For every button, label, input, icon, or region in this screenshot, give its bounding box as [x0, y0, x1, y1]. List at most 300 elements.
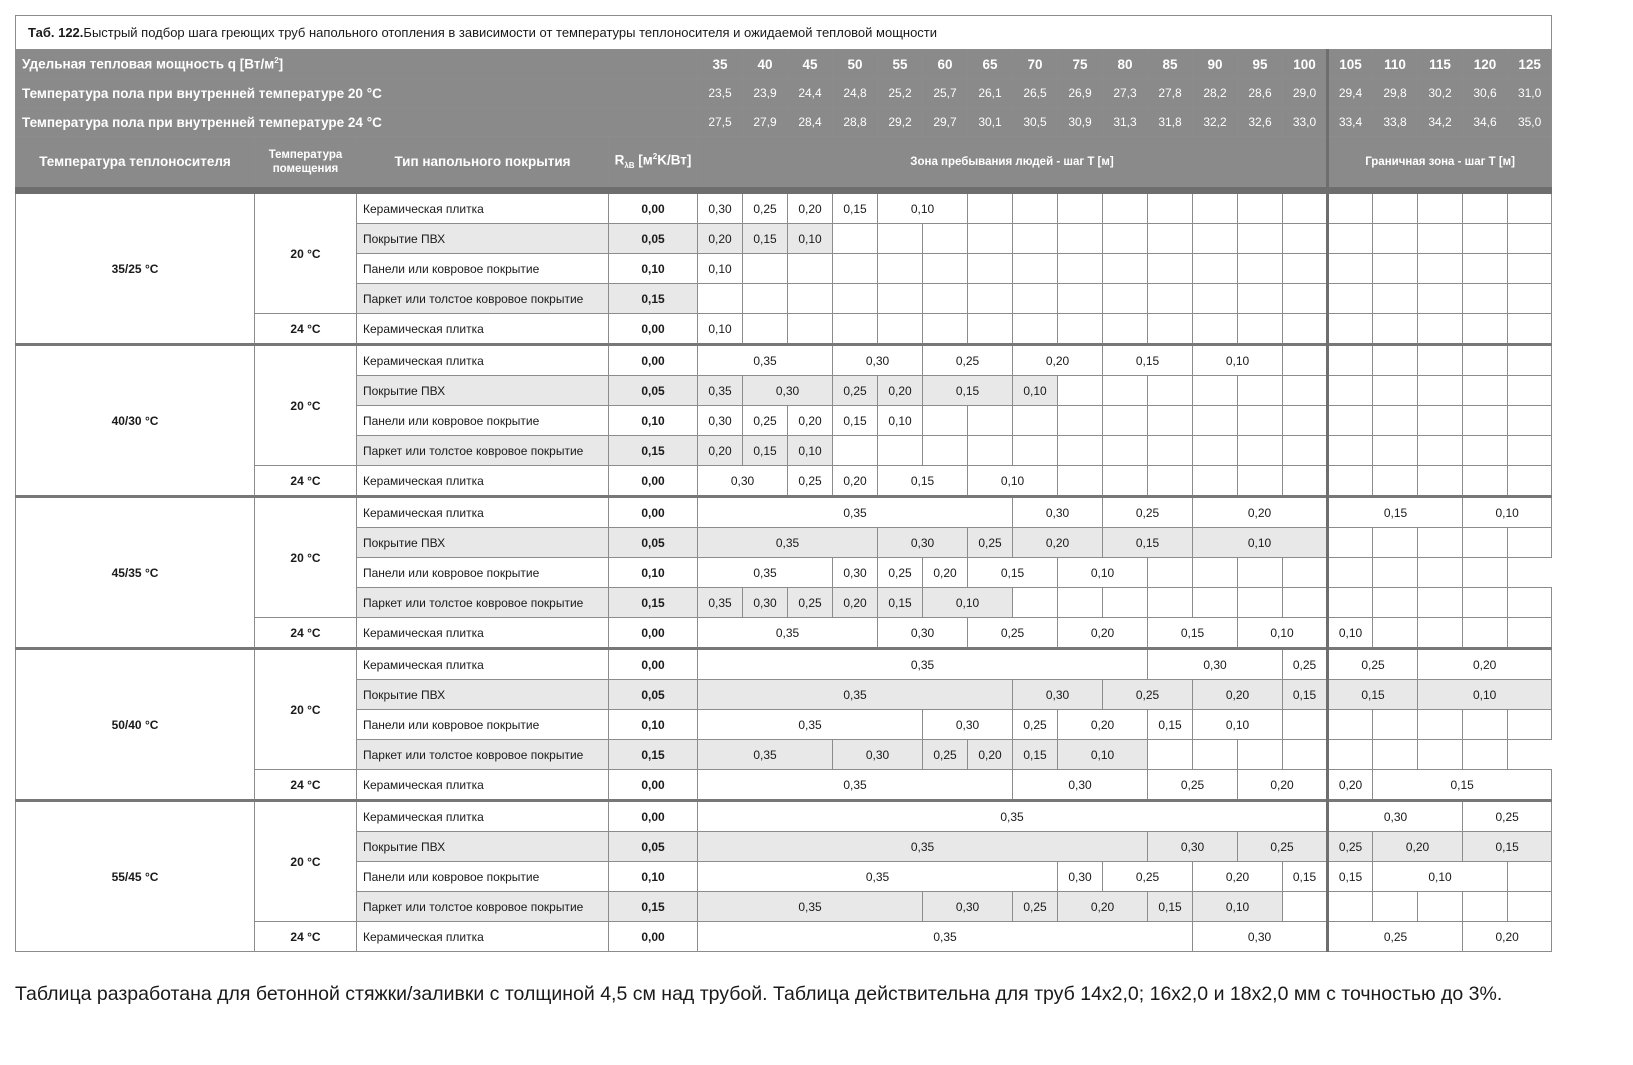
empty-cell	[1193, 588, 1238, 618]
empty-cell	[1238, 588, 1283, 618]
empty-cell	[1103, 376, 1148, 406]
empty-cell	[743, 254, 788, 284]
covering-type: Керамическая плитка	[357, 345, 609, 376]
carrier-temp: 45/35 °C	[16, 497, 255, 649]
floor-temp-24-value: 32,2	[1193, 108, 1238, 137]
empty-cell	[968, 254, 1013, 284]
empty-cell	[1418, 284, 1463, 314]
pipe-spacing-value: 0,25	[923, 345, 1013, 376]
floor-temp-20-value: 25,2	[878, 79, 923, 108]
power-value: 90	[1193, 50, 1238, 79]
empty-cell	[1373, 345, 1418, 376]
empty-cell	[1283, 224, 1328, 254]
empty-cell	[1373, 284, 1418, 314]
empty-cell	[1418, 345, 1463, 376]
covering-type: Паркет или толстое ковровое покрытие	[357, 740, 609, 770]
floor-temp-24-value: 29,7	[923, 108, 968, 137]
empty-cell	[1283, 710, 1328, 740]
empty-cell	[1463, 618, 1508, 649]
empty-cell	[1418, 254, 1463, 284]
pipe-spacing-value: 0,20	[833, 466, 878, 497]
pipe-spacing-value: 0,10	[788, 224, 833, 254]
covering-header: Тип напольного покрытия	[357, 137, 609, 187]
pipe-spacing-value: 0,35	[698, 770, 1013, 801]
pipe-spacing-value: 0,25	[1013, 892, 1058, 922]
room-temp: 24 °C	[255, 618, 357, 649]
empty-cell	[1058, 376, 1103, 406]
thermal-resistance: 0,05	[609, 224, 698, 254]
empty-cell	[878, 224, 923, 254]
pipe-spacing-value: 0,20	[788, 194, 833, 224]
power-value: 105	[1328, 50, 1373, 79]
empty-cell	[878, 284, 923, 314]
pipe-spacing-value: 0,15	[1283, 862, 1328, 892]
empty-cell	[1148, 406, 1193, 436]
empty-cell	[1283, 345, 1328, 376]
pipe-spacing-value: 0,10	[968, 466, 1058, 497]
pipe-spacing-value: 0,30	[1148, 649, 1283, 680]
power-label: Удельная тепловая мощность q $[Вт/м^2]$	[16, 50, 698, 79]
empty-cell	[1148, 558, 1193, 588]
empty-cell	[1373, 406, 1418, 436]
covering-type: Керамическая плитка	[357, 314, 609, 345]
pipe-spacing-value: 0,10	[923, 588, 1013, 618]
pipe-spacing-value: 0,35	[698, 376, 743, 406]
pipe-spacing-value: 0,10	[1328, 618, 1373, 649]
empty-cell	[1418, 376, 1463, 406]
table-row	[16, 345, 1552, 376]
pipe-spacing-value: 0,25	[968, 528, 1013, 558]
empty-cell	[1508, 618, 1552, 649]
floor-temp-20-value: 27,8	[1148, 79, 1193, 108]
empty-cell	[1193, 314, 1238, 345]
empty-cell	[1328, 254, 1373, 284]
table-title: Быстрый подбор шага греющих труб напольного отопления в зависимости от температуры теплоносителя и ожидаемой тепловой мощности	[83, 25, 938, 40]
power-value: 45	[788, 50, 833, 79]
empty-cell	[1238, 436, 1283, 466]
empty-cell	[968, 314, 1013, 345]
pipe-spacing-value: 0,35	[698, 862, 1058, 892]
empty-cell	[1373, 314, 1418, 345]
room-temp: 20 °C	[255, 801, 357, 922]
thermal-resistance: 0,10	[609, 406, 698, 436]
floor-temp-24-value: 27,5	[698, 108, 743, 137]
empty-cell	[1463, 740, 1508, 770]
floor-temp-24-value: 30,9	[1058, 108, 1103, 137]
floor-temp-20-value: 29,8	[1373, 79, 1418, 108]
power-value: 55	[878, 50, 923, 79]
empty-cell	[1148, 314, 1193, 345]
empty-cell	[923, 406, 968, 436]
pipe-spacing-value: 0,15	[1013, 740, 1058, 770]
pipe-spacing-value: 0,25	[833, 376, 878, 406]
pipe-spacing-value: 0,30	[1328, 801, 1463, 832]
floor-temp-24-value: 32,6	[1238, 108, 1283, 137]
empty-cell	[1328, 314, 1373, 345]
covering-type: Панели или ковровое покрытие	[357, 710, 609, 740]
pipe-spacing-value: 0,20	[1013, 345, 1103, 376]
empty-cell	[1328, 194, 1373, 224]
pipe-spacing-value: 0,25	[1103, 497, 1193, 528]
floor-temp-24-value: 29,2	[878, 108, 923, 137]
empty-cell	[1058, 254, 1103, 284]
empty-cell	[1013, 194, 1058, 224]
power-value: 80	[1103, 50, 1148, 79]
floor-temp-20-value: 28,6	[1238, 79, 1283, 108]
pipe-spacing-value: 0,30	[743, 376, 833, 406]
power-value: 70	[1013, 50, 1058, 79]
empty-cell	[1238, 224, 1283, 254]
empty-cell	[1418, 588, 1463, 618]
empty-cell	[1103, 254, 1148, 284]
empty-cell	[1193, 558, 1238, 588]
pipe-spacing-value: 0,20	[1193, 497, 1328, 528]
pipe-spacing-value: 0,10	[878, 194, 968, 224]
pipe-spacing-value: 0,30	[878, 618, 968, 649]
floor-temp-20-value: 27,3	[1103, 79, 1148, 108]
empty-cell	[1238, 284, 1283, 314]
pipe-spacing-value: 0,25	[743, 406, 788, 436]
empty-cell	[1283, 466, 1328, 497]
pipe-spacing-value: 0,25	[788, 466, 833, 497]
empty-cell	[1328, 376, 1373, 406]
pipe-spacing-value: 0,10	[1193, 345, 1283, 376]
pipe-spacing-value: 0,30	[878, 528, 968, 558]
floor-temp-24-value: 35,0	[1508, 108, 1552, 137]
pipe-spacing-value: 0,30	[1148, 832, 1238, 862]
empty-cell	[1508, 710, 1552, 740]
pipe-spacing-value: 0,35	[698, 528, 878, 558]
pipe-spacing-value: 0,25	[1328, 832, 1373, 862]
covering-type: Керамическая плитка	[357, 466, 609, 497]
room-temp: 20 °C	[255, 345, 357, 466]
empty-cell	[788, 254, 833, 284]
pipe-spacing-value: 0,15	[1328, 497, 1463, 528]
empty-cell	[1013, 406, 1058, 436]
empty-cell	[1193, 284, 1238, 314]
empty-cell	[1418, 618, 1463, 649]
covering-type: Панели или ковровое покрытие	[357, 254, 609, 284]
covering-type: Керамическая плитка	[357, 497, 609, 528]
empty-cell	[1373, 436, 1418, 466]
empty-cell	[1103, 194, 1148, 224]
power-row	[16, 50, 1552, 79]
room-temp: 24 °C	[255, 314, 357, 345]
pipe-spacing-value: 0,20	[1418, 649, 1552, 680]
covering-type: Керамическая плитка	[357, 618, 609, 649]
empty-cell	[1328, 436, 1373, 466]
covering-type: Керамическая плитка	[357, 922, 609, 952]
empty-cell	[1508, 194, 1552, 224]
pipe-spacing-value: 0,15	[1148, 710, 1193, 740]
empty-cell	[1058, 314, 1103, 345]
pipe-spacing-value: 0,20	[698, 436, 743, 466]
floor-temp-24-value: 31,8	[1148, 108, 1193, 137]
floor-temp-20-value: 26,5	[1013, 79, 1058, 108]
footnote: Таблица разработана для бетонной стяжки/заливки с толщиной 4,5 см над трубой. Таблица действительна для труб 14х2,0; 16х2,0 и 18х2,0 мм с точностью до 3%.	[15, 983, 1503, 1005]
room-temp: 20 °C	[255, 497, 357, 618]
pipe-spacing-value: 0,30	[833, 345, 923, 376]
border-zone-header: Граничная зона - шаг Т [м]	[1328, 137, 1552, 187]
empty-cell	[968, 436, 1013, 466]
pipe-spacing-value: 0,20	[788, 406, 833, 436]
empty-cell	[1058, 466, 1103, 497]
pipe-spacing-value: 0,30	[833, 740, 923, 770]
floor-temp-24-value: 33,8	[1373, 108, 1418, 137]
pipe-spacing-value: 0,25	[1013, 710, 1058, 740]
empty-cell	[1148, 376, 1193, 406]
pipe-spacing-value: 0,25	[1283, 649, 1328, 680]
floor-temp-20-value: 24,8	[833, 79, 878, 108]
pipe-spacing-value: 0,30	[923, 892, 1013, 922]
empty-cell	[1463, 224, 1508, 254]
thermal-resistance: 0,10	[609, 254, 698, 284]
empty-cell	[1238, 376, 1283, 406]
thermal-resistance: 0,05	[609, 528, 698, 558]
empty-cell	[1013, 588, 1058, 618]
pipe-spacing-value: 0,35	[698, 345, 833, 376]
pipe-spacing-value: 0,30	[698, 194, 743, 224]
empty-cell	[1418, 194, 1463, 224]
pipe-spacing-value: 0,20	[698, 224, 743, 254]
empty-cell	[1418, 740, 1463, 770]
empty-cell	[1373, 892, 1418, 922]
pipe-spacing-value: 0,35	[698, 680, 1013, 710]
empty-cell	[1418, 892, 1463, 922]
empty-cell	[1238, 466, 1283, 497]
pipe-spacing-value: 0,35	[698, 497, 1013, 528]
empty-cell	[1193, 254, 1238, 284]
pipe-spacing-value: 0,35	[698, 740, 833, 770]
power-value: 95	[1238, 50, 1283, 79]
pipe-spacing-value: 0,35	[698, 618, 878, 649]
empty-cell	[923, 436, 968, 466]
empty-cell	[1013, 314, 1058, 345]
pipe-spacing-value: 0,30	[698, 466, 788, 497]
pipe-spacing-value: 0,10	[698, 254, 743, 284]
empty-cell	[1013, 254, 1058, 284]
empty-cell	[1193, 466, 1238, 497]
room-temp: 24 °C	[255, 466, 357, 497]
empty-cell	[923, 314, 968, 345]
pipe-spacing-value: 0,10	[698, 314, 743, 345]
pipe-spacing-value: 0,15	[743, 224, 788, 254]
thermal-resistance: 0,15	[609, 588, 698, 618]
pipe-spacing-value: 0,15	[1103, 345, 1193, 376]
empty-cell	[968, 406, 1013, 436]
empty-cell	[1148, 284, 1193, 314]
floor-temp-24-value: 33,0	[1283, 108, 1328, 137]
empty-cell	[1463, 558, 1508, 588]
pipe-spacing-value: 0,20	[1058, 710, 1148, 740]
empty-cell	[1373, 254, 1418, 284]
empty-cell	[1463, 710, 1508, 740]
pipe-spacing-value: 0,35	[698, 588, 743, 618]
empty-cell	[1103, 588, 1148, 618]
pipe-spacing-value: 0,20	[833, 588, 878, 618]
empty-cell	[1373, 740, 1418, 770]
thermal-resistance: 0,00	[609, 770, 698, 801]
pipe-spacing-value: 0,30	[833, 558, 878, 588]
floor-temp-24-row	[16, 108, 1552, 137]
empty-cell	[1373, 588, 1418, 618]
floor-temp-20-value: 29,0	[1283, 79, 1328, 108]
pipe-spacing-value: 0,15	[1328, 862, 1373, 892]
covering-type: Покрытие ПВХ	[357, 680, 609, 710]
empty-cell	[1058, 436, 1103, 466]
empty-cell	[1283, 740, 1328, 770]
thermal-resistance: 0,00	[609, 801, 698, 832]
pipe-spacing-value: 0,10	[1238, 618, 1328, 649]
empty-cell	[1103, 284, 1148, 314]
pipe-spacing-value: 0,20	[1193, 680, 1283, 710]
pipe-spacing-value: 0,25	[1238, 832, 1328, 862]
empty-cell	[1508, 862, 1552, 892]
empty-cell	[1328, 740, 1373, 770]
thermal-resistance: 0,00	[609, 618, 698, 649]
empty-cell	[1463, 466, 1508, 497]
covering-type: Покрытие ПВХ	[357, 528, 609, 558]
room-temp: 24 °C	[255, 770, 357, 801]
table-row	[16, 194, 1552, 224]
empty-cell	[1058, 284, 1103, 314]
pipe-spacing-value: 0,35	[698, 710, 923, 740]
empty-cell	[1328, 406, 1373, 436]
pipe-spacing-value: 0,25	[923, 740, 968, 770]
empty-cell	[1148, 254, 1193, 284]
empty-cell	[1283, 284, 1328, 314]
empty-cell	[1418, 466, 1463, 497]
power-value: 35	[698, 50, 743, 79]
empty-cell	[1328, 710, 1373, 740]
empty-cell	[1373, 710, 1418, 740]
pipe-spacing-value: 0,20	[878, 376, 923, 406]
floor-temp-20-value: 26,1	[968, 79, 1013, 108]
empty-cell	[1193, 224, 1238, 254]
floor-temp-24-value: 28,4	[788, 108, 833, 137]
pipe-spacing-value: 0,25	[743, 194, 788, 224]
floor-temp-20-value: 29,4	[1328, 79, 1373, 108]
empty-cell	[788, 314, 833, 345]
empty-cell	[1508, 466, 1552, 497]
column-header-row	[16, 137, 1552, 187]
floor-temp-20-value: 30,6	[1463, 79, 1508, 108]
empty-cell	[878, 314, 923, 345]
pipe-spacing-value: 0,15	[1373, 770, 1552, 801]
empty-cell	[1508, 436, 1552, 466]
empty-cell	[1508, 588, 1552, 618]
empty-cell	[1058, 194, 1103, 224]
empty-cell	[1148, 194, 1193, 224]
pipe-spacing-value: 0,15	[878, 588, 923, 618]
empty-cell	[1193, 436, 1238, 466]
empty-cell	[1238, 740, 1283, 770]
floor-temp-24-value: 34,6	[1463, 108, 1508, 137]
thermal-resistance: 0,00	[609, 194, 698, 224]
covering-type: Покрытие ПВХ	[357, 832, 609, 862]
thermal-resistance: 0,15	[609, 284, 698, 314]
floor-temp-24-value: 28,8	[833, 108, 878, 137]
pipe-spacing-value: 0,15	[1148, 892, 1193, 922]
carrier-temp: 55/45 °C	[16, 801, 255, 952]
floor-temp-20-value: 26,9	[1058, 79, 1103, 108]
pipe-spacing-value: 0,10	[1058, 740, 1148, 770]
floor-temp-20-value: 23,5	[698, 79, 743, 108]
pipe-spacing-value: 0,10	[1193, 710, 1283, 740]
floor-temp-24-value: 34,2	[1418, 108, 1463, 137]
empty-cell	[833, 224, 878, 254]
pipe-spacing-table	[15, 15, 1552, 952]
empty-cell	[1238, 558, 1283, 588]
empty-cell	[833, 254, 878, 284]
empty-cell	[1103, 406, 1148, 436]
empty-cell	[1148, 588, 1193, 618]
empty-cell	[1328, 466, 1373, 497]
pipe-spacing-value: 0,10	[878, 406, 923, 436]
empty-cell	[1193, 376, 1238, 406]
covering-type: Керамическая плитка	[357, 194, 609, 224]
floor-temp-20-value: 24,4	[788, 79, 833, 108]
empty-cell	[1328, 528, 1373, 558]
thermal-resistance: 0,05	[609, 376, 698, 406]
pipe-spacing-value: 0,20	[1058, 892, 1148, 922]
thermal-resistance: 0,00	[609, 497, 698, 528]
pipe-spacing-value: 0,20	[923, 558, 968, 588]
empty-cell	[1508, 406, 1552, 436]
pipe-spacing-value: 0,15	[1148, 618, 1238, 649]
empty-cell	[1463, 436, 1508, 466]
empty-cell	[1508, 314, 1552, 345]
empty-cell	[1193, 406, 1238, 436]
empty-cell	[1193, 740, 1238, 770]
power-value: 100	[1283, 50, 1328, 79]
pipe-spacing-value: 0,30	[1013, 770, 1148, 801]
empty-cell	[1328, 892, 1373, 922]
empty-cell	[1373, 224, 1418, 254]
empty-cell	[743, 314, 788, 345]
floor-temp-24-value: 27,9	[743, 108, 788, 137]
covering-type: Панели или ковровое покрытие	[357, 862, 609, 892]
empty-cell	[1013, 436, 1058, 466]
empty-cell	[1283, 406, 1328, 436]
pipe-spacing-value: 0,15	[833, 194, 878, 224]
floor-temp-24-value: 30,1	[968, 108, 1013, 137]
pipe-spacing-value: 0,25	[1328, 649, 1418, 680]
thermal-resistance: 0,00	[609, 466, 698, 497]
empty-cell	[743, 284, 788, 314]
empty-cell	[1148, 740, 1193, 770]
pipe-spacing-value: 0,15	[1283, 680, 1328, 710]
empty-cell	[1508, 254, 1552, 284]
empty-cell	[1283, 892, 1328, 922]
empty-cell	[923, 224, 968, 254]
table-row	[16, 801, 1552, 832]
pipe-spacing-value: 0,25	[1103, 680, 1193, 710]
floor-temp-20-value: 25,7	[923, 79, 968, 108]
thermal-resistance: 0,10	[609, 862, 698, 892]
empty-cell	[1373, 376, 1418, 406]
floor-temp-20-value: 31,0	[1508, 79, 1552, 108]
empty-cell	[1418, 406, 1463, 436]
pipe-spacing-value: 0,10	[1418, 680, 1552, 710]
power-value: 85	[1148, 50, 1193, 79]
pipe-spacing-value: 0,10	[1193, 528, 1328, 558]
power-value: 110	[1373, 50, 1418, 79]
floor-temp-24-label: Температура пола при внутренней температуре 24 °C	[16, 108, 698, 137]
pipe-spacing-value: 0,35	[698, 801, 1328, 832]
thermal-resistance: 0,15	[609, 892, 698, 922]
power-value: 50	[833, 50, 878, 79]
